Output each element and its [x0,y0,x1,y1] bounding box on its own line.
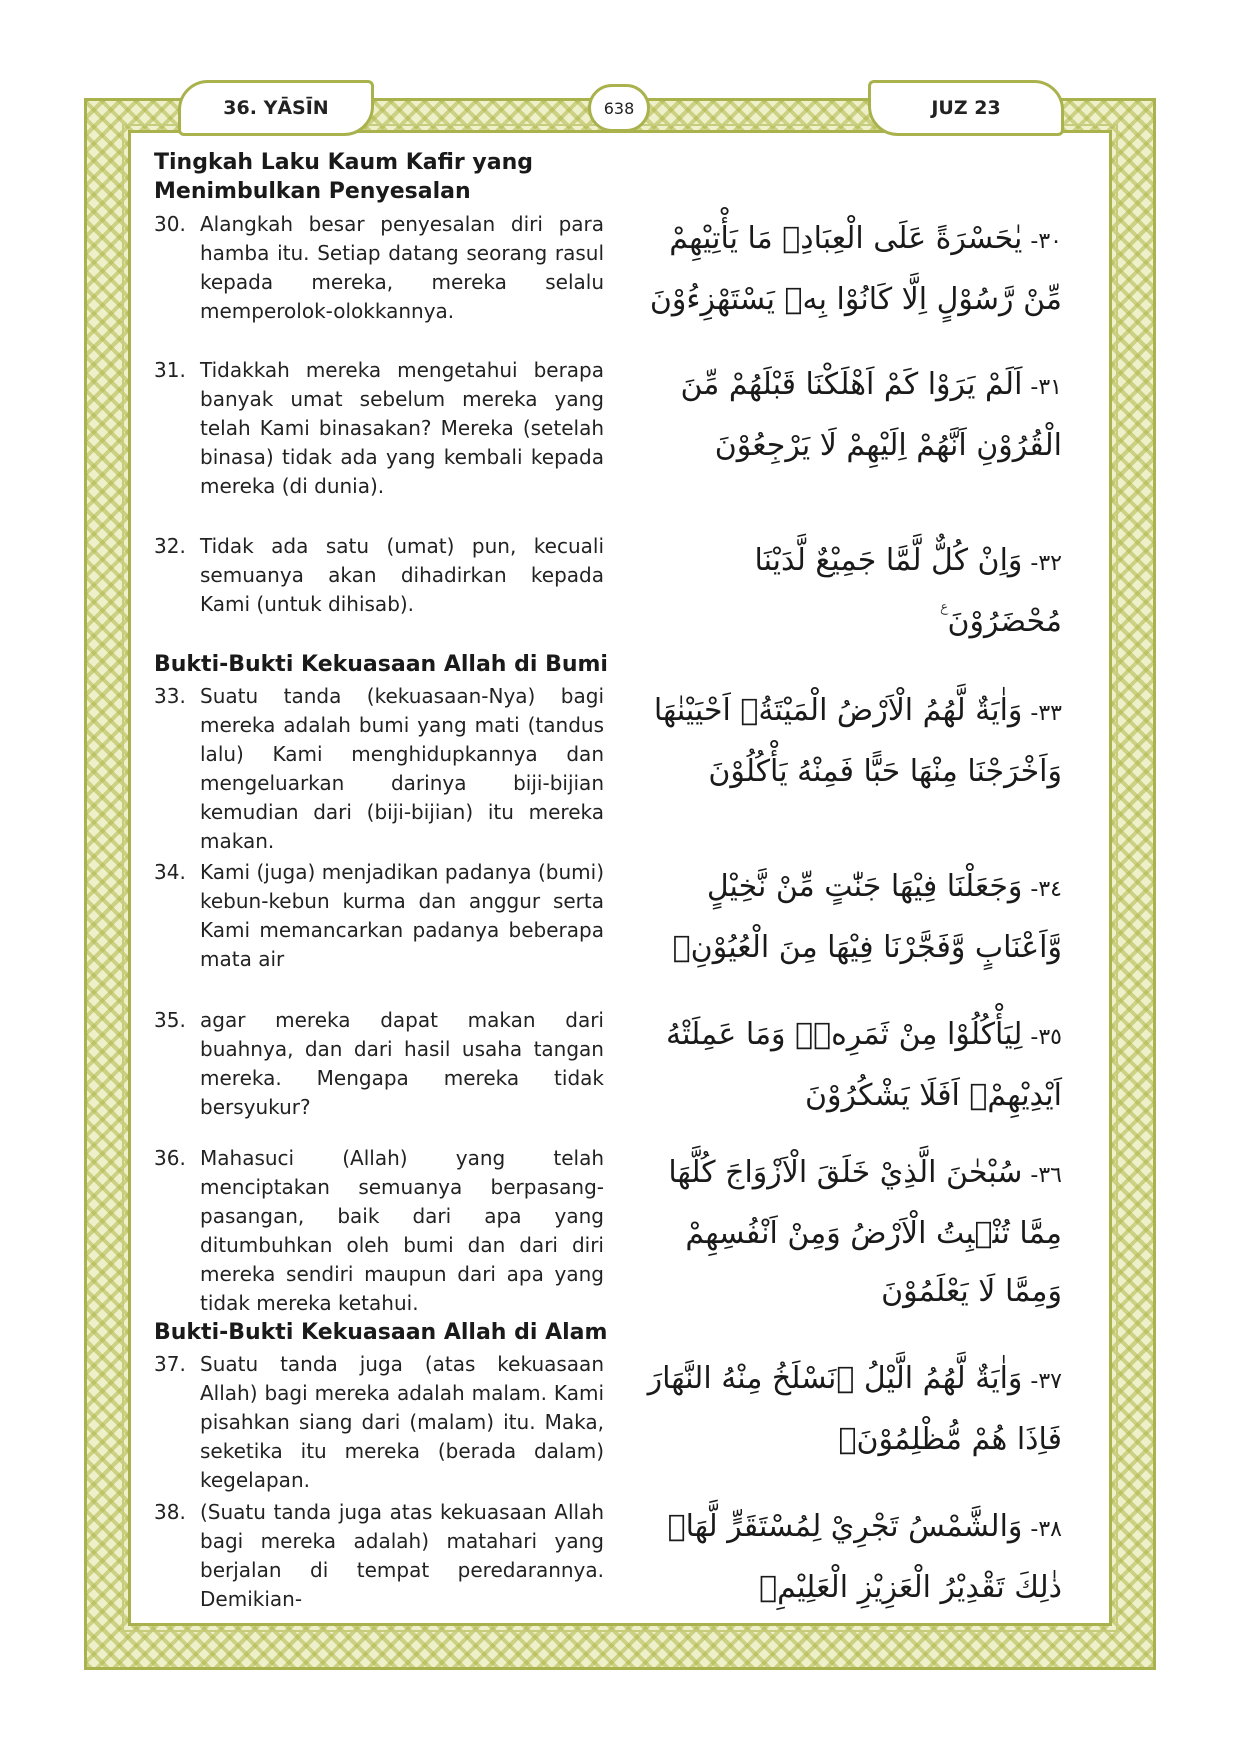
arabic-verse-number: ٣٤- [1030,877,1062,902]
arabic-verse: يٰحَسْرَةً عَلَى الْعِبَادِۚ مَا يَأْتِيْهِمْ مِّنْ رَّسُوْلٍ اِلَّا كَانُوْا بِهٖ يَسْتَهْزِءُوْنَ [649,221,1062,317]
page-number: 638 [588,84,650,132]
arabic-text [632,1144,1062,1321]
translation-text: Tidakkah mereka mengetahui berapa banyak umat sebelum mereka yang telah Kami binasakan? Mereka (setelah binasa) tidak ada yang kembali kepada mereka (di dunia). [200,358,604,498]
translation-text: Mahasuci (Allah) yang telah menciptakan semuanya berpasang-pasangan, baik dari apa yang ditumbuhkan oleh bumi dan dari diri mereka sendiri maupun dari apa yang tidak mereka ketahui. [200,1146,604,1315]
arabic-verse: وَالشَّمْسُ تَجْرِيْ لِمُسْتَقَرٍّ لَّهَاۗ ذٰلِكَ تَقْدِيْرُ الْعَزِيْزِ الْعَلِيْمِۗ [667,1509,1062,1605]
arabic-text [632,356,1062,475]
arabic-text [632,858,1062,977]
translation-text: Suatu tanda (kekuasaan-Nya) bagi mereka adalah bumi yang mati (tandus lalu) Kami menghidupkannya dan mengeluarkan darinya biji-bijian kemudian dari (biji-bijian) itu mereka makan. [200,684,604,853]
arabic-text [632,1006,1062,1125]
arabic-verse: اَلَمْ يَرَوْا كَمْ اَهْلَكْنَا قَبْلَهُمْ مِّنَ الْقُرُوْنِ اَنَّهُمْ اِلَيْهِمْ لَا يَرْجِعُوْنَ [680,367,1062,463]
translation-text: Alangkah besar penyesalan diri para hamba itu. Setiap datang seorang rasul kepada mereka, mereka selalu memperolok-olokkannya. [200,212,604,323]
translation [154,1498,604,1614]
verse-number: 30. [154,212,186,236]
section-heading: Bukti-Bukti Kekuasaan Allah di Alam [154,1320,608,1345]
arabic-verse-number: ٣٠- [1030,229,1062,254]
translation [154,532,604,619]
translation [154,1350,604,1495]
translation-text: agar mereka dapat makan dari buahnya, dan dari hasil usaha tangan mereka. Mengapa mereka tidak bersyukur? [200,1008,604,1119]
section-heading: Tingkah Laku Kaum Kafir yang Menimbulkan Penyesalan [154,150,534,204]
translation-text: (Suatu tanda juga atas kekuasaan Allah bagi mereka adalah) matahari yang berjalan di tempat peredarannya. Demikian- [200,1500,604,1611]
arabic-text [632,210,1062,329]
translation-text: Suatu tanda juga (atas kekuasaan Allah) bagi mereka adalah malam. Kami pisahkan siang dari (malam) itu. Maka, seketika itu mereka (berada dalam) kegelapan. [200,1352,604,1492]
translation [154,356,604,501]
section-heading: Bukti-Bukti Kekuasaan Allah di Bumi [154,652,608,677]
arabic-text [632,682,1062,801]
translation [154,210,604,326]
verse-number: 36. [154,1146,186,1170]
juz-label: JUZ 23 [868,80,1064,136]
verse-number: 34. [154,860,186,884]
translation [154,682,604,856]
arabic-text [632,1498,1062,1617]
arabic-verse-number: ٣٣- [1030,701,1062,726]
arabic-verse-number: ٣١- [1030,375,1062,400]
translation [154,1144,604,1318]
arabic-verse: وَجَعَلْنَا فِيْهَا جَنّٰتٍ مِّنْ نَّخِيْلٍ وَّاَعْنَابٍ وَّفَجَّرْنَا فِيْهَا مِنَ الْعُيُوْنِۙ [672,869,1062,965]
verse-number: 32. [154,534,186,558]
translation-text: Tidak ada satu (umat) pun, kecuali semuanya akan dihadirkan kepada Kami (untuk dihisab). [200,534,604,616]
arabic-text [632,532,1062,651]
arabic-verse-number: ٣٢- [1030,551,1062,576]
surah-label: 36. YĀSĪN [178,80,374,136]
translation [154,1006,604,1122]
translation-text: Kami (juga) menjadikan padanya (bumi) kebun-kebun kurma dan anggur serta Kami memancarkan padanya beberapa mata air [200,860,604,971]
arabic-verse: سُبْحٰنَ الَّذِيْ خَلَقَ الْاَزْوَاجَ كُلَّهَا مِمَّا تُنْۢبِتُ الْاَرْضُ وَمِنْ اَنْفُسِهِمْ وَمِمَّا لَا يَعْلَمُوْنَ [668,1155,1062,1309]
verse-number: 38. [154,1500,186,1524]
arabic-verse-number: ٣٨- [1030,1517,1062,1542]
arabic-verse: وَاٰيَةٌ لَّهُمُ الَّيْلُ ۖنَسْلَخُ مِنْهُ النَّهَارَ فَاِذَا هُمْ مُّظْلِمُوْنَۙ [647,1361,1062,1457]
arabic-verse: وَاِنْ كُلٌّ لَّمَّا جَمِيْعٌ لَّدَيْنَا مُحْضَرُوْنَ ࣖ [754,543,1062,639]
page-content [154,148,1084,1611]
arabic-verse-number: ٣٥- [1030,1025,1062,1050]
arabic-verse-number: ٣٦- [1030,1163,1062,1188]
verse-number: 37. [154,1352,186,1376]
verse-number: 33. [154,684,186,708]
arabic-verse: وَاٰيَةٌ لَّهُمُ الْاَرْضُ الْمَيْتَةُۖ اَحْيَيْنٰهَا وَاَخْرَجْنَا مِنْهَا حَبًّا فَمِنْهُ يَأْكُلُوْنَ [653,693,1062,789]
arabic-text [632,1350,1062,1469]
verse-number: 35. [154,1008,186,1032]
verse-number: 31. [154,358,186,382]
arabic-verse-number: ٣٧- [1030,1369,1062,1394]
translation [154,858,604,974]
arabic-verse: لِيَأْكُلُوْا مِنْ ثَمَرِهٖۙ وَمَا عَمِلَتْهُ اَيْدِيْهِمْۗ اَفَلَا يَشْكُرُوْنَ [665,1017,1062,1113]
